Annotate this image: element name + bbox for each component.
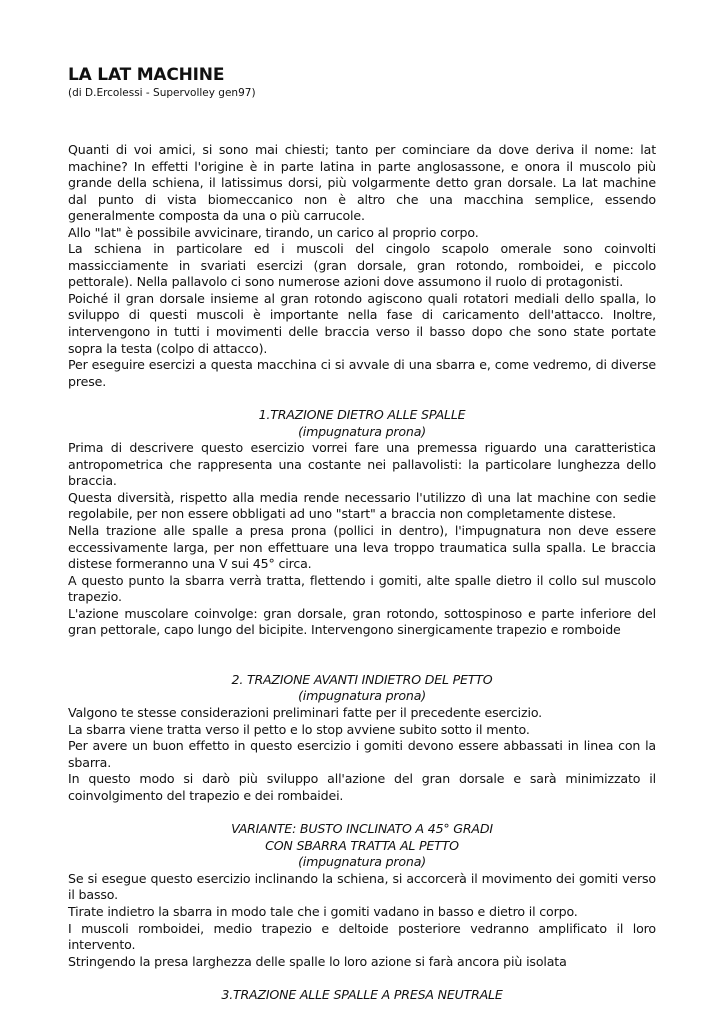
section-heading: 2. TRAZIONE AVANTI INDIETRO DEL PETTO bbox=[231, 671, 493, 687]
intro-section bbox=[68, 142, 656, 390]
paragraph: Se si esegue questo esercizio inclinando la schiena, si accorcerà il movimento dei gomiti verso il basso. bbox=[68, 870, 656, 903]
paragraph: Poiché il gran dorsale insieme al gran rotondo agiscono quali rotatori mediali dello spalla, lo sviluppo di questi muscoli è importante nella fase di caricamento dell'attacco. Inoltre, intervengono in tutti i movimenti delle braccia verso il basso dopo che sono state portate sopra la testa (colpo di attacco). bbox=[68, 290, 656, 356]
document-subtitle: (di D.Ercolessi - Supervolley gen97) bbox=[68, 87, 256, 99]
paragraph: Per avere un buon effetto in questo esercizio i gomiti devono essere abbassati in linea con la sbarra. bbox=[68, 738, 656, 770]
section-heading: 1.TRAZIONE DIETRO ALLE SPALLE bbox=[258, 407, 466, 423]
paragraph: Quanti di voi amici, si sono mai chiesti; tanto per cominciare da dove deriva il nome: lat machine? In effetti l'origine è in parte latina in parte anglosassone, e onora il muscolo più grande della schiena, il latissimus dorsi, più volgarmente detto gran dorsale. La lat machine dal punto di vista biomeccanico non è altro che una macchina semplice, essendo generalmente composta da una o più carrucole. bbox=[68, 142, 656, 224]
section-heading: 3.TRAZIONE ALLE SPALLE A PRESA NEUTRALE bbox=[221, 987, 503, 1003]
grip-subheading: (impugnatura prona) bbox=[298, 854, 426, 870]
document-title: LA LAT MACHINE bbox=[68, 65, 225, 85]
paragraph: In questo modo si darò più sviluppo all'azione del gran dorsale e sarà minimizzato il coinvolgimento del trapezio e dei rombaidei. bbox=[68, 771, 656, 803]
variant-section bbox=[68, 821, 656, 970]
grip-subheading: (impugnatura prona) bbox=[298, 423, 426, 439]
section-3 bbox=[68, 987, 656, 1004]
section-heading-line2: CON SBARRA TRATTA AL PETTO bbox=[265, 837, 459, 853]
paragraph: L'azione muscolare coinvolge: gran dorsale, gran rotondo, sottospinoso e parte inferiore del gran pettorale, capo lungo del bicipite. Intervengono sinergicamente trapezio e romboide bbox=[68, 605, 656, 638]
section-2 bbox=[68, 672, 656, 804]
paragraph: Per eseguire esercizi a questa macchina ci si avvale di una sbarra e, come vedremo, di diverse prese. bbox=[68, 357, 656, 389]
paragraph: Nella trazione alle spalle a presa prona (pollici in dentro), l'impugnatura non deve essere eccessivamente larga, per non effettuare una leva troppo traumatica sulla spalla. Le braccia distese formeranno una V sui 45° circa. bbox=[68, 523, 656, 572]
paragraph: La sbarra viene tratta verso il petto e lo stop avviene subito sotto il mento. bbox=[68, 721, 530, 737]
paragraph: Tirate indietro la sbarra in modo tale che i gomiti vadano in basso e dietro il corpo. bbox=[68, 903, 578, 919]
document-page bbox=[68, 64, 656, 1004]
paragraph: Stringendo la presa larghezza delle spalle lo loro azione si farà ancora più isolata bbox=[68, 953, 567, 969]
grip-subheading: (impugnatura prona) bbox=[298, 688, 426, 704]
paragraph: Valgono te stesse considerazioni preliminari fatte per il precedente esercizio. bbox=[68, 704, 543, 720]
section-heading: VARIANTE: BUSTO INCLINATO A 45° GRADI bbox=[231, 821, 493, 837]
paragraph: Allo "lat" è possibile avvicinare, tirando, un carico al proprio corpo. bbox=[68, 224, 479, 240]
paragraph: A questo punto la sbarra verrà tratta, flettendo i gomiti, alte spalle dietro il collo sul muscolo trapezio. bbox=[68, 572, 656, 605]
section-1 bbox=[68, 407, 656, 639]
paragraph: Prima di descrivere questo esercizio vorrei fare una premessa riguardo una caratteristica antropometrica che rappresenta una costante nei pallavolisti: la particolare lunghezza dello braccia. bbox=[68, 440, 656, 489]
paragraph: Questa diversità, rispetto alla media rende necessario l'utilizzo dì una lat machine con sedie regolabile, per non essere obbligati ad uno "start" a braccia non completamente distese. bbox=[68, 489, 656, 522]
paragraph: I muscoli romboidei, medio trapezio e deltoide posteriore vedranno amplificato il loro intervento. bbox=[68, 920, 656, 953]
paragraph: La schiena in particolare ed i muscoli del cingolo scapolo omerale sono coinvolti massicciamente in svariati esercizi (gran dorsale, gran rotondo, romboidei, e piccolo pettorale). Nella pallavolo ci sono numerose azioni dove assumono il ruolo di protagonisti. bbox=[68, 241, 656, 290]
